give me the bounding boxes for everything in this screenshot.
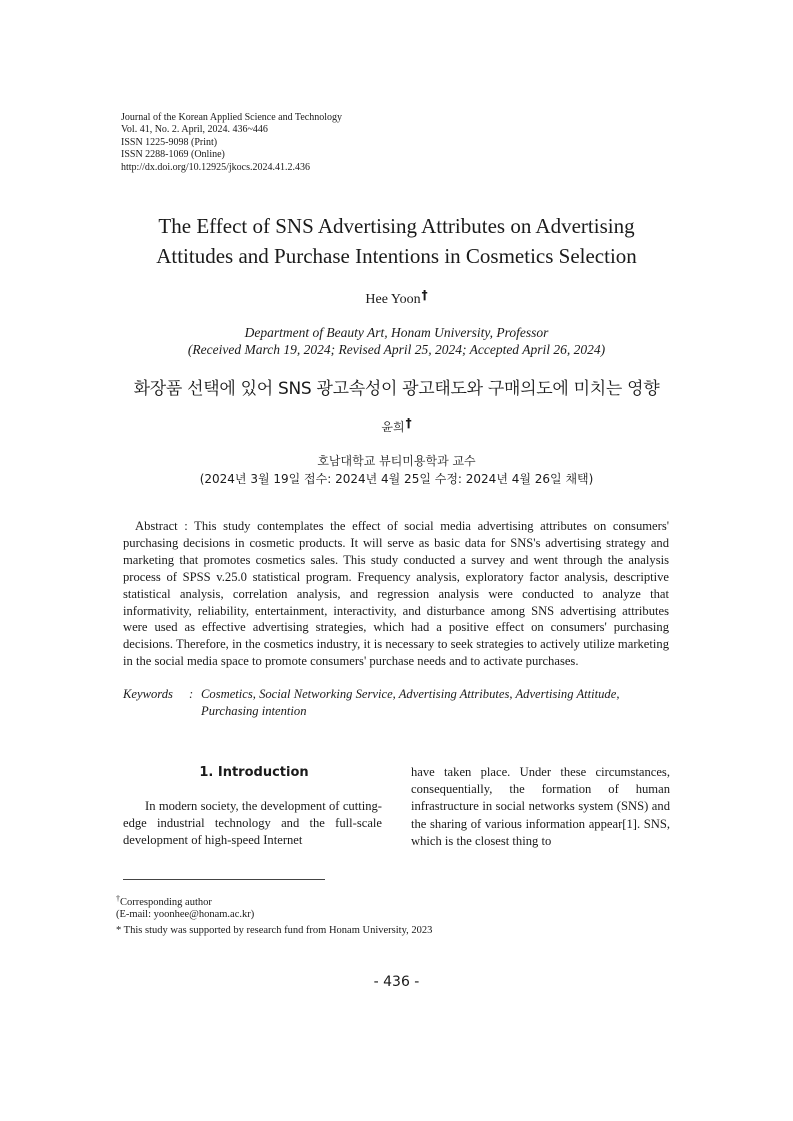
section-heading: 1. Introduction [199, 765, 309, 780]
journal-volume: Vol. 41, No. 2. April, 2024. 436~446 [121, 124, 268, 136]
korean-title: 화장품 선택에 있어 SNS 광고속성이 광고태도와 구매의도에 미치는 영향 [133, 379, 660, 399]
abstract-label: Abstract [135, 519, 178, 533]
footnote-corresponding-text: Corresponding author [120, 897, 212, 908]
affiliation-department: Department of Beauty Art, Honam University, Professor [244, 325, 549, 340]
corresponding-author-mark: † [421, 288, 428, 302]
paper-title-line-2: Attitudes and Purchase Intentions in Cosmetics Selection [156, 244, 637, 268]
abstract-separator: : [184, 519, 188, 533]
affiliation [0, 324, 793, 358]
keywords-label: Keywords [123, 687, 173, 701]
issn-print: ISSN 1225-9098 (Print) [121, 136, 218, 148]
journal-info [121, 112, 342, 174]
doi-link[interactable]: http://dx.doi.org/10.12925/jkocs.2024.41.2.436 [121, 161, 310, 173]
paper-title [60, 211, 733, 271]
footnote-dagger: † [116, 894, 120, 903]
body-column-left: In modern society, the development of cutting-edge industrial technology and the full-scale development of high-speed Internet [123, 799, 382, 848]
keywords [123, 686, 669, 720]
korean-author-mark: † [405, 416, 412, 430]
footnote-divider [123, 879, 325, 880]
submission-dates: (Received March 19, 2024; Revised April 25, 2024; Accepted April 26, 2024) [187, 342, 606, 357]
korean-affiliation [0, 452, 793, 488]
issn-online: ISSN 2288-1069 (Online) [121, 149, 225, 161]
korean-author-name: 윤희 [381, 420, 405, 434]
keywords-list: Cosmetics, Social Networking Service, Advertising Attributes, Advertising Attitude, Purchasing intention [201, 687, 620, 718]
abstract-text: This study contemplates the effect of social media advertising attributes on consumers' purchasing decisions in cosmetic products. It will serve as basic data for SNS's advertising strategy and marketing that promotes cosmetics sales. This study conducted a survey and went through the analysis process of SPSS v.25.0 statistical program. Frequency analysis, exploratory factor analysis, descriptive statistical analysis, correlation analysis, and regression analysis were conducted to analyze that informativity, reliability, entertainment, interactivity, and disturbance among SNS advertising attributes were used as effective advertising strategies, which had a positive effect on consumers' purchasing decisions. Therefore, in the cosmetics industry, it is necessary to seek strategies to actively utilize marketing in the social media space to promote consumers' purchase needs and to activate purchases. [123, 519, 669, 669]
paper-title-line-1: The Effect of SNS Advertising Attributes on Advertising [158, 214, 635, 238]
keywords-separator: : [189, 687, 194, 701]
abstract [123, 518, 669, 670]
korean-submission-dates: (2024년 3월 19일 접수: 2024년 4월 25일 수정: 2024년 4월 26일 채택) [199, 472, 594, 486]
page-number: - 436 - [373, 974, 420, 990]
author-name: Hee Yoon [365, 292, 421, 307]
body-column-right: have taken place. Under these circumstances, consequentially, the formation of human infrastructure in social networks system (SNS) and the sharing of various information appear[1]. SNS, which is the closest thing to [411, 765, 670, 848]
korean-affiliation-department: 호남대학교 뷰티미용학과 교수 [317, 454, 476, 468]
footnote-funding: * This study was supported by research fund from Honam University, 2023 [116, 925, 433, 936]
footnote-email: (E-mail: yoonhee@honam.ac.kr) [116, 909, 255, 920]
journal-name: Journal of the Korean Applied Science and Technology [121, 112, 342, 123]
author [0, 288, 793, 308]
korean-author [0, 416, 793, 435]
